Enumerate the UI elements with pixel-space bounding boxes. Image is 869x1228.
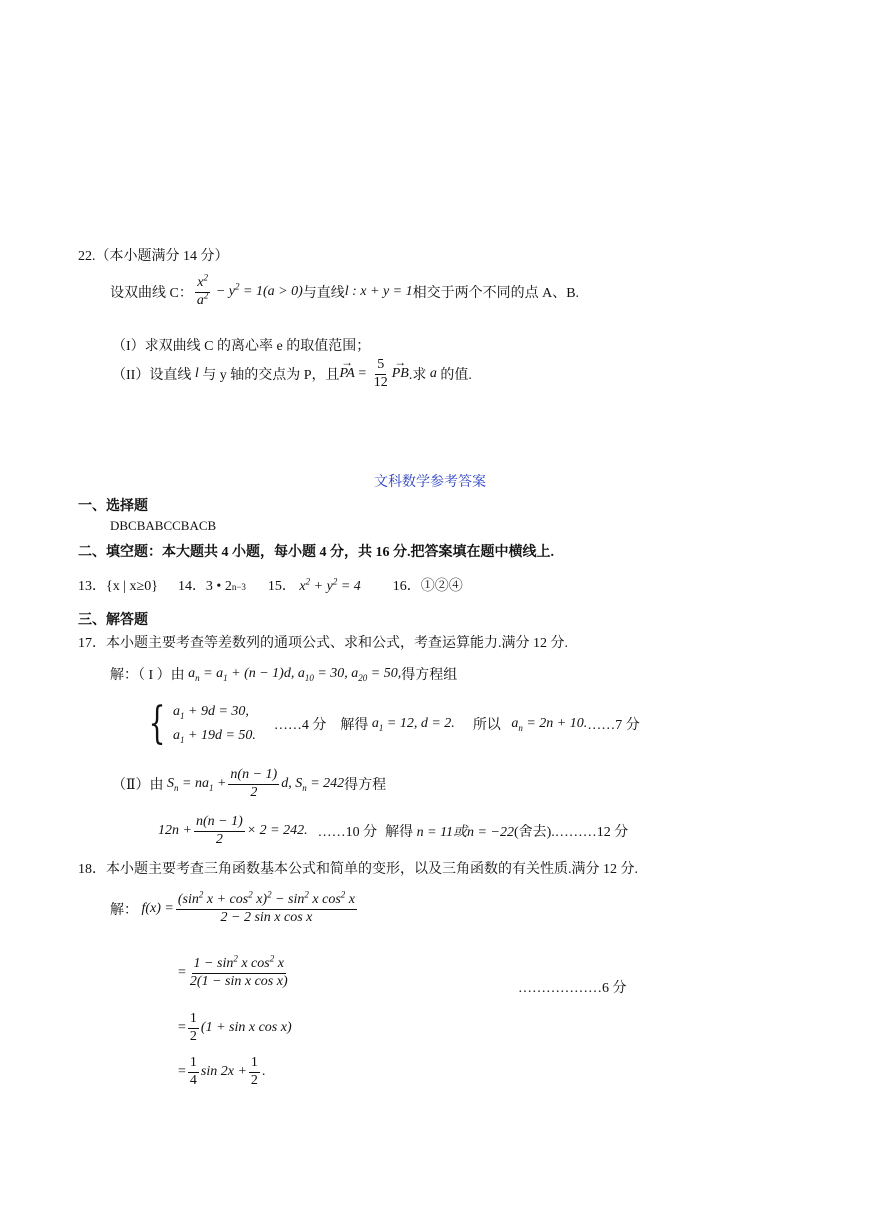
eq-12n: 12n + <box>158 823 192 839</box>
q22-p2-d: 的值. <box>440 368 472 384</box>
equals-sign: = <box>354 366 370 382</box>
sn-formula-b: d, $S_n = 242$ <box>281 776 345 793</box>
answers-heading: 文科数学参考答案 <box>374 475 486 490</box>
score-7: ……7 分 <box>587 718 640 733</box>
q17-formula1: $a_n = a_1 + (n - 1)d$, $a_{10} = 30$, $a_{20} = 50$, <box>184 666 402 683</box>
eq4: = <box>178 1064 186 1080</box>
score-4: ……4 分 <box>273 718 327 733</box>
hyperbola-fraction: $\frac{x^2}{a^2}$ <box>196 272 209 308</box>
q18-sol-label: 解： <box>110 903 138 919</box>
answer-16: 16．①②④ <box>392 579 463 594</box>
answer-15: 15． <box>267 579 296 594</box>
line-l: l <box>191 366 203 382</box>
so-label: 所以 <box>472 718 501 733</box>
fraction-5-12: $\frac{5}{12}$ <box>373 357 388 390</box>
period: . <box>261 1064 266 1080</box>
eq-result: × 2 = 242. <box>246 823 308 839</box>
hyperbola-rest: − $y^2 = 1(a > 0)$ <box>212 281 303 300</box>
line4-expr: sin 2x + <box>200 1064 247 1080</box>
quarter-fraction: $\frac{1}{4}$ <box>189 1055 197 1088</box>
n-values: n = 11或n = −22 <box>413 825 514 841</box>
discard-label: (舍去). <box>513 825 555 841</box>
fx-label: f(x) = <box>138 901 174 917</box>
score-12: ………12 分 <box>554 825 629 841</box>
var-a: a <box>426 366 441 382</box>
circle-equation: $x^2 + y^2 = 4$ <box>295 576 361 594</box>
half-fraction: $\frac{1}{2}$ <box>189 1011 197 1044</box>
fill-answers: 13．{x | x≥0} 14．3 • 2 n−3 15． $x^2 + y^2 = 4$ 16．①②④ <box>78 576 463 594</box>
q22-intro <box>110 272 580 308</box>
q22-part1: （I）求双曲线 C 的离心率 e 的取值范围； <box>112 339 371 354</box>
sn-fraction: $\frac{n(n - 1)}{2}$ <box>230 767 278 800</box>
q22-p2-a: （II）设直线 <box>112 368 192 384</box>
q17-step2 <box>112 768 386 800</box>
vector-pa: → PA <box>340 366 355 382</box>
q17-s2-a: （Ⅱ）由 <box>112 778 164 794</box>
q22-part2 <box>112 358 472 390</box>
an-formula: $a_n = 2n + 10$. <box>500 716 588 733</box>
q18-line4 <box>178 1056 265 1088</box>
section-choice: 一、选择题 <box>78 499 148 514</box>
eq-fraction: $\frac{n(n - 1)}{2}$ <box>195 814 243 847</box>
line-equation: l : x + y = 1 <box>344 284 413 300</box>
solve-values: $a_1 = 12$, d = 2. <box>368 716 455 733</box>
eq3: = <box>178 1020 186 1036</box>
q18-line1 <box>110 889 359 925</box>
answer-14: 14．3 • 2 <box>177 579 232 594</box>
fx-fraction: $\frac{(\sin^2 x + \cos^2 x)^2 - \sin^2 x \cos^2 x}{\text{2 − 2 sin x cos x}}$ <box>177 889 355 925</box>
q22-intro-c: 相交于两个不同的点 A、B. <box>412 286 580 302</box>
score-10: ……10 分 <box>317 825 378 841</box>
q17-stem: 17．本小题主要考查等差数列的通项公式、求和公式，考查运算能力.满分 12 分. <box>78 636 568 651</box>
answer-13: 13．{x | x≥0} <box>78 579 158 594</box>
sn-formula-a: $S_n = na_1$ + <box>163 776 227 793</box>
q18-stem: 18．本小题主要考查三角函数基本公式和简单的变形，以及三角函数的有关性质.满分 12 分. <box>78 862 638 877</box>
eq2: = <box>178 965 186 981</box>
q17-system <box>143 698 640 749</box>
half-fraction-2: $\frac{1}{2}$ <box>250 1055 258 1088</box>
line2-fraction: $\frac{1 - \sin^2 x \cos^2 x}{\text{2(1 − sin x cos x)}}$ <box>189 953 288 989</box>
section-solution: 三、解答题 <box>78 613 148 628</box>
q18-line3 <box>178 1012 292 1044</box>
q18-line2 <box>178 953 292 989</box>
system-brace: { <box>148 698 166 749</box>
line3-expr: (1 + sin x cos x) <box>200 1020 292 1036</box>
q17-s1-a: 解：（ I ）由 <box>110 668 185 683</box>
solve2-label: 解得 <box>385 825 414 841</box>
solve-label: 解得 <box>340 718 369 733</box>
q22-title: 22.（本小题满分 14 分） <box>78 249 229 264</box>
vector-pb: → PB <box>392 366 409 382</box>
q22-p2-c: .求 <box>408 368 427 384</box>
choice-answers: DBCBABCCBACB <box>110 518 217 533</box>
q17-s1-b: 得方程组 <box>401 668 458 683</box>
q17-step3 <box>158 815 628 847</box>
q22-intro-a: 设双曲线 C： <box>110 286 193 302</box>
q17-s2-b: 得方程 <box>344 778 387 794</box>
score-6: ………………6 分 <box>518 981 627 996</box>
q17-step1 <box>110 664 457 684</box>
q22-intro-b: 与直线 <box>302 286 345 302</box>
q22-p2-b: 与 y 轴的交点为 P，且 <box>202 368 340 384</box>
system-equations: $a_1 + 9d = 30$, $a_1 + 19d = 50$. <box>173 704 256 745</box>
section-fill: 二、填空题：本大题共 4 小题，每小题 4 分，共 16 分.把答案填在题中横线上. <box>78 545 554 560</box>
